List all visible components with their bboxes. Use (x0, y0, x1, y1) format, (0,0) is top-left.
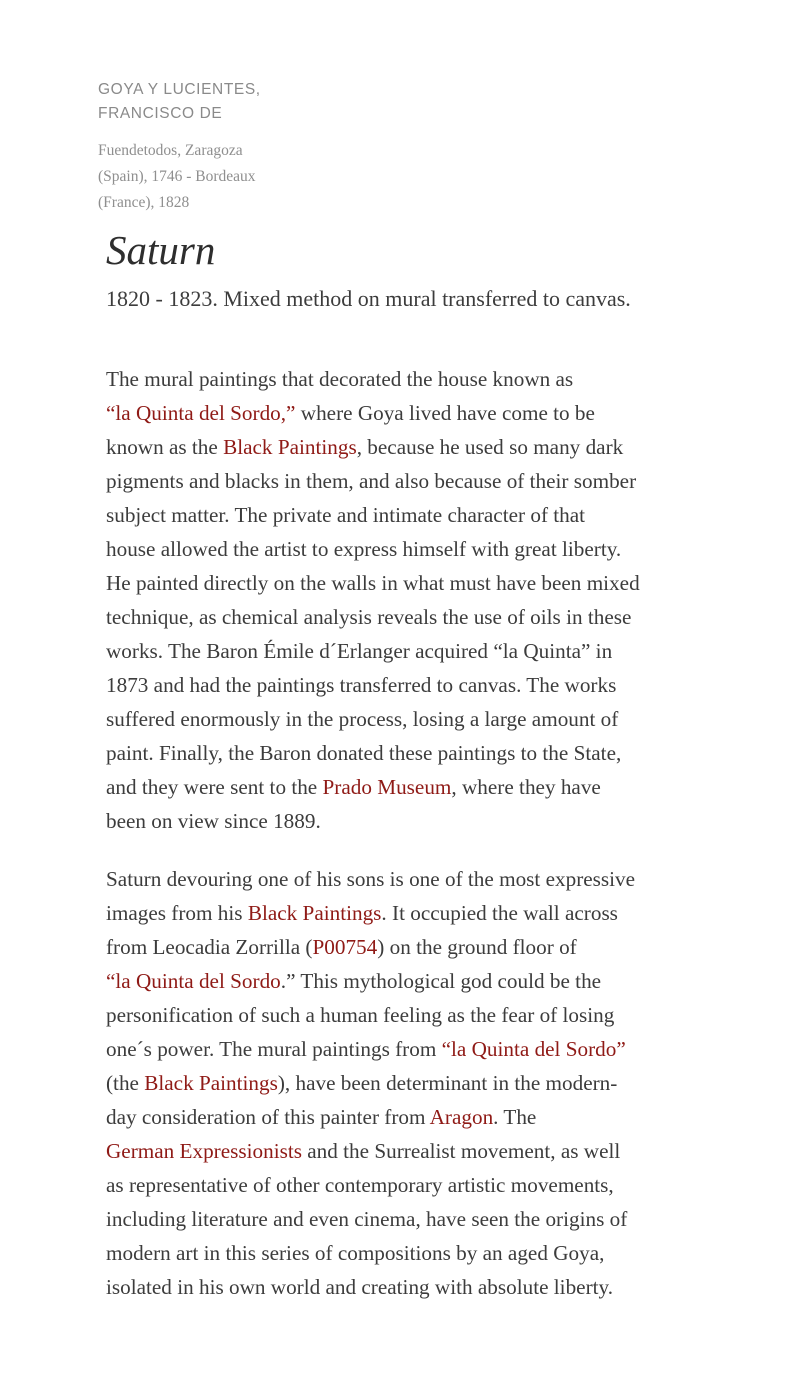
paragraph-line (106, 736, 766, 770)
text-run: modern art in this series of compositions by an aged Goya, (106, 1241, 605, 1265)
paragraph-line (106, 1168, 766, 1202)
text-link[interactable]: “la Quinta del Sordo” (441, 1037, 626, 1061)
text-run: as representative of other contemporary artistic movements, (106, 1173, 614, 1197)
paragraph-line (106, 464, 766, 498)
artist-name-line: GOYA Y LUCIENTES, (98, 81, 261, 98)
artist-name-line: FRANCISCO DE (98, 105, 223, 122)
paragraph-line (106, 804, 766, 838)
text-run: (the (106, 1071, 145, 1095)
paragraph-line (106, 896, 766, 930)
paragraph-line (106, 498, 766, 532)
paragraph-line (106, 1270, 766, 1304)
description-paragraph (106, 862, 766, 1304)
paragraph-line (106, 532, 766, 566)
text-run: The mural paintings that decorated the house known as (106, 367, 574, 391)
text-run: paint. Finally, the Baron donated these paintings to the State, (106, 741, 622, 765)
text-link[interactable]: “la Quinta del Sordo (106, 969, 281, 993)
paragraph-line (106, 702, 766, 736)
text-run: ) on the ground floor of (377, 935, 577, 959)
text-run: Saturn devouring one of his sons is one of the most expressive (106, 867, 636, 891)
paragraph-line (106, 930, 766, 964)
text-run: , because he used so many dark (356, 435, 624, 459)
paragraph-line (106, 964, 766, 998)
text-run: pigments and blacks in them, and also because of their somber (106, 469, 637, 493)
text-run: including literature and even cinema, have seen the origins of (106, 1207, 628, 1231)
text-run: house allowed the artist to express himself with great liberty. (106, 537, 622, 561)
paragraph-line (106, 770, 766, 804)
text-run: He painted directly on the walls in what must have been mixed (106, 571, 640, 595)
text-run: and they were sent to the (106, 775, 323, 799)
paragraph-line (106, 600, 766, 634)
paragraph-line (106, 998, 766, 1032)
paragraph-line (106, 1236, 766, 1270)
text-link[interactable]: Aragon (429, 1105, 494, 1129)
text-run: where Goya lived have come to be (295, 401, 595, 425)
text-run: images from his (106, 901, 248, 925)
text-run: from Leocadia Zorrilla ( (106, 935, 313, 959)
paragraph-line (106, 362, 766, 396)
text-link[interactable]: “la Quinta del Sordo,” (106, 401, 296, 425)
artist-birth-death (98, 138, 256, 216)
text-run: known as the (106, 435, 224, 459)
text-run: technique, as chemical analysis reveals the use of oils in these (106, 605, 632, 629)
birth-line: Fuendetodos, Zaragoza (98, 142, 243, 159)
birth-line: (Spain), 1746 - Bordeaux (98, 168, 256, 185)
text-run: personification of such a human feeling as the fear of losing (106, 1003, 615, 1027)
text-run: day consideration of this painter from (106, 1105, 430, 1129)
text-run: ), have been determinant in the modern- (277, 1071, 618, 1095)
paragraph-line (106, 566, 766, 600)
text-run: and the Surrealist movement, as well (301, 1139, 621, 1163)
paragraph-line (106, 1134, 766, 1168)
artist-name (98, 78, 261, 126)
text-run: suffered enormously in the process, losing a large amount of (106, 707, 619, 731)
paragraph-line (106, 862, 766, 896)
text-link[interactable]: P00754 (312, 935, 378, 959)
paragraph-line (106, 1100, 766, 1134)
text-run: , where they have (451, 775, 601, 799)
text-run: . It occupied the wall across (381, 901, 618, 925)
text-run: been on view since 1889. (106, 809, 321, 833)
text-link[interactable]: German Expressionists (106, 1139, 302, 1163)
text-link[interactable]: Prado Museum (322, 775, 452, 799)
artwork-date-technique: 1820 - 1823. Mixed method on mural transferred to canvas. (106, 286, 631, 311)
paragraph-line (106, 668, 766, 702)
paragraph-line (106, 1066, 766, 1100)
text-link[interactable]: Black Paintings (144, 1071, 278, 1095)
text-run: subject matter. The private and intimate character of that (106, 503, 586, 527)
text-link[interactable]: Black Paintings (247, 901, 382, 925)
text-run: works. The Baron Émile d´Erlanger acquired “la Quinta” in (106, 639, 613, 663)
text-run: . The (493, 1105, 537, 1129)
paragraph-line (106, 634, 766, 668)
birth-line: (France), 1828 (98, 194, 190, 211)
text-run: .” This mythological god could be the (280, 969, 602, 993)
text-run: 1873 and had the paintings transferred to canvas. The works (106, 673, 617, 697)
artwork-title: Saturn (106, 227, 216, 273)
text-run: one´s power. The mural paintings from (106, 1037, 442, 1061)
text-run: isolated in his own world and creating with absolute liberty. (106, 1275, 614, 1299)
paragraph-line (106, 1202, 766, 1236)
text-link[interactable]: Black Paintings (223, 435, 357, 459)
description-paragraph (106, 362, 766, 838)
paragraph-line (106, 1032, 766, 1066)
paragraph-line (106, 430, 766, 464)
paragraph-line (106, 396, 766, 430)
